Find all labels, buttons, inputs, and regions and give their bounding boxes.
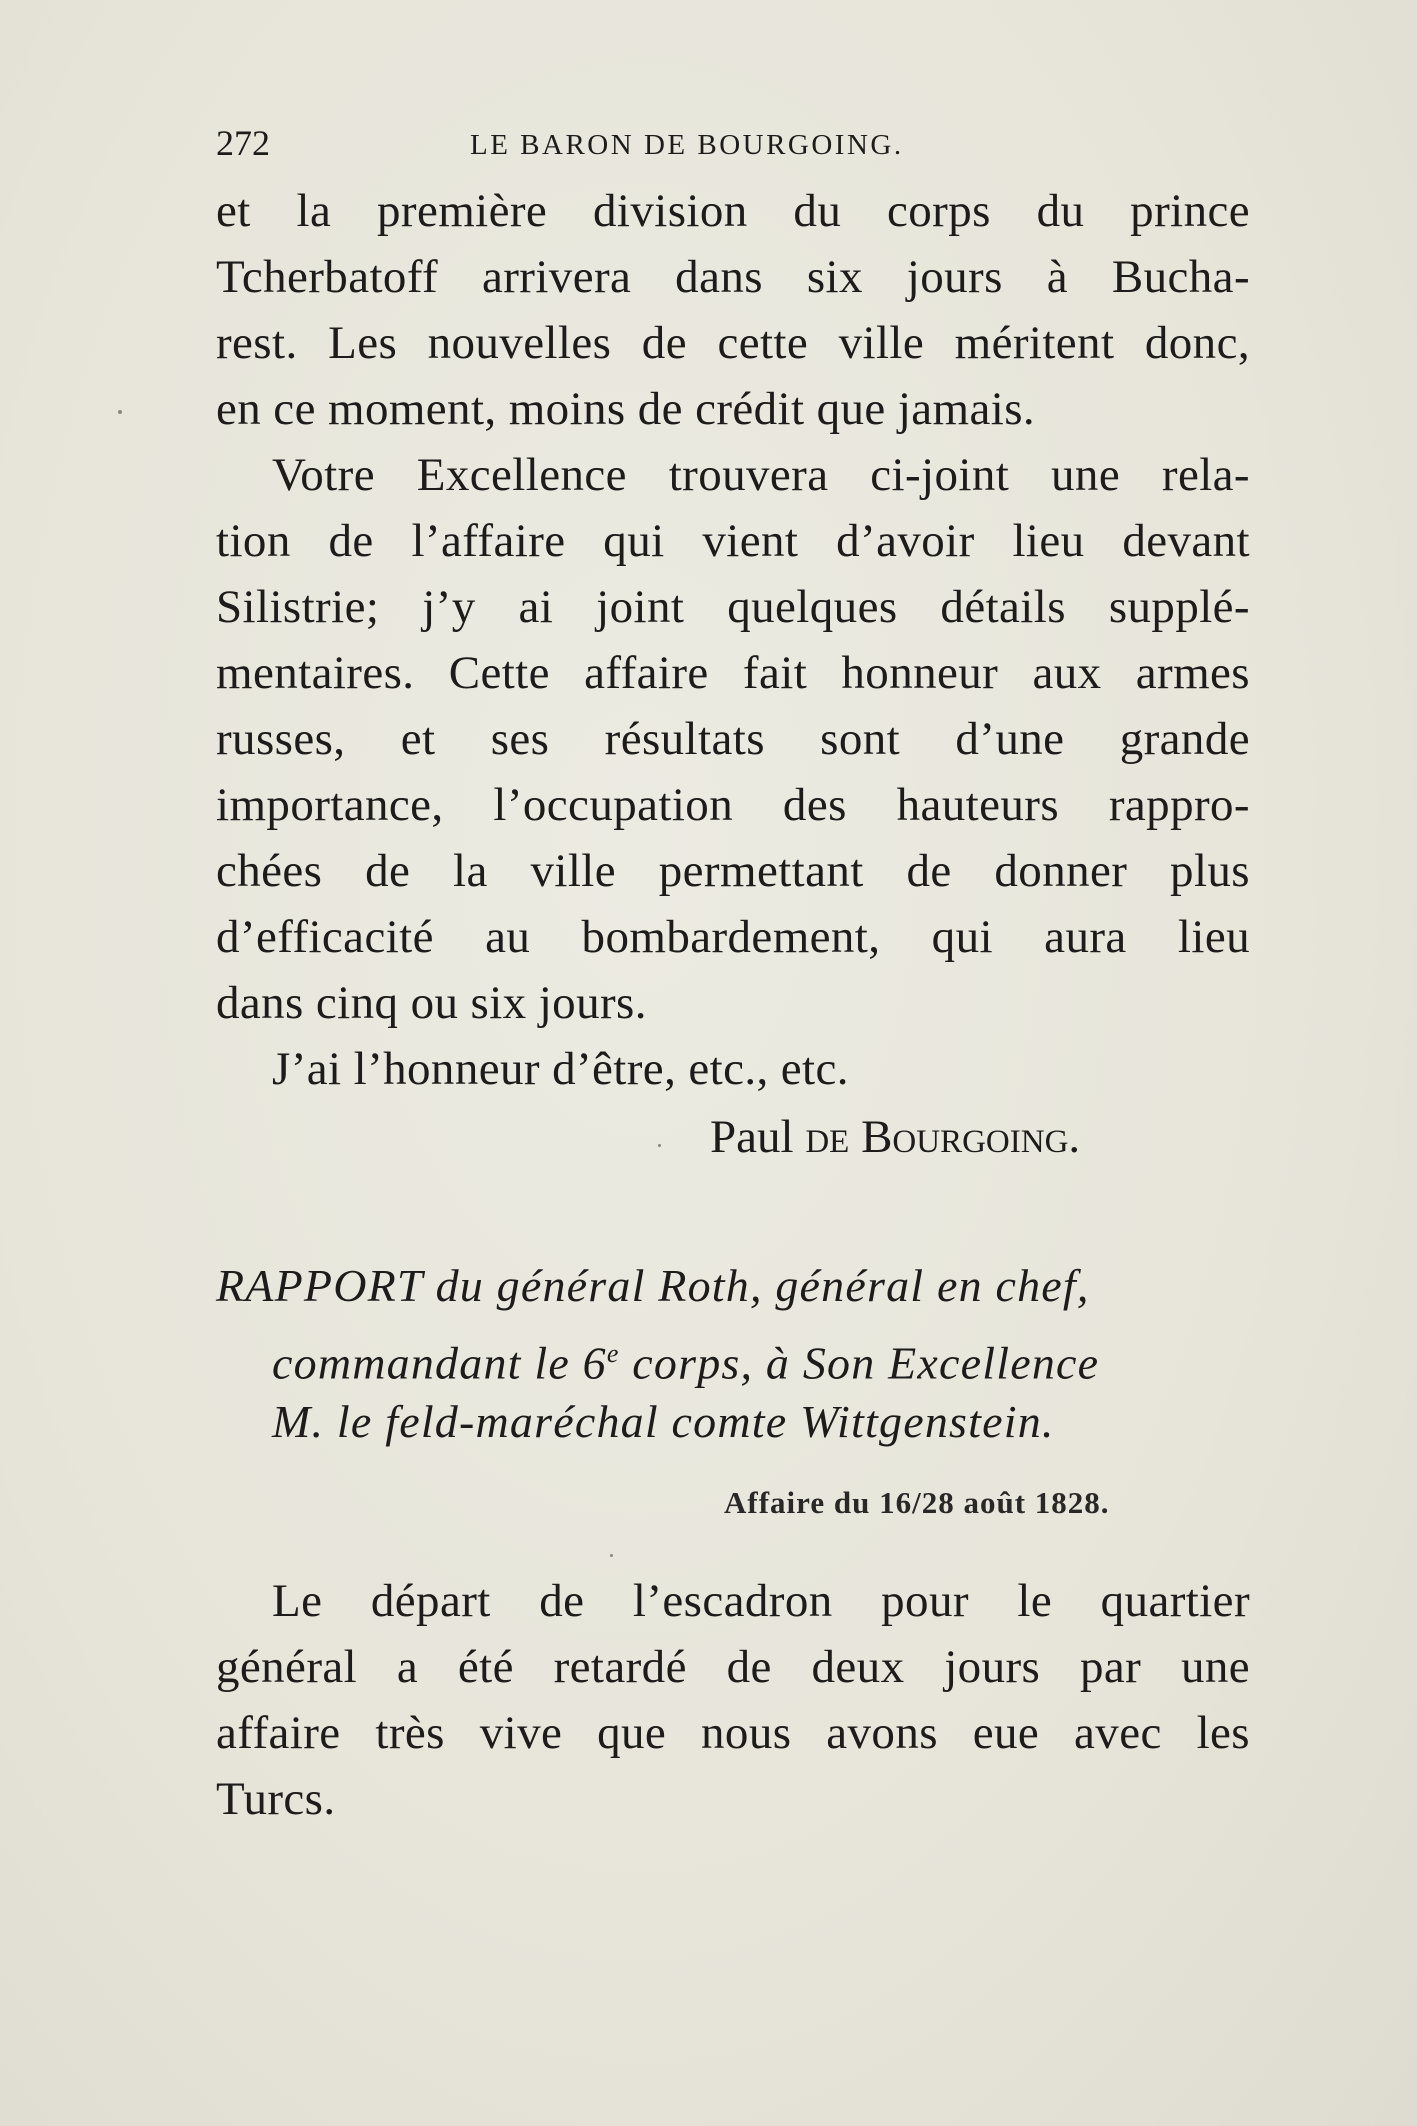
report-heading-line: M. le feld-maréchal comte Wittgenstein. bbox=[272, 1396, 1055, 1447]
text-line: Tcherbatoff arrivera dans six jours à Bucha- bbox=[216, 251, 1250, 303]
text-line: Le départ de l’escadron pour le quartier bbox=[272, 1575, 1250, 1627]
text-line: Votre Excellence trouvera ci-joint une rela- bbox=[272, 449, 1250, 501]
signature-surname: Bourgoing. bbox=[861, 1111, 1081, 1163]
text-line: affaire très vive que nous avons eue avec les bbox=[216, 1707, 1250, 1759]
text-line: d’efficacité au bombardement, qui aura lieu bbox=[216, 911, 1250, 963]
text-line: en ce moment, moins de crédit que jamais. bbox=[216, 383, 1036, 435]
paper-speck bbox=[610, 1554, 613, 1557]
text-line: mentaires. Cette affaire fait honneur aux armes bbox=[216, 647, 1250, 699]
text-line: tion de l’affaire qui vient d’avoir lieu devant bbox=[216, 515, 1250, 567]
text-line: Turcs. bbox=[216, 1773, 336, 1825]
text-line: importance, l’occupation des hauteurs rappro- bbox=[216, 779, 1250, 831]
report-date: Affaire du 16/28 août 1828. bbox=[724, 1485, 1110, 1520]
text-line: dans cinq ou six jours. bbox=[216, 977, 647, 1029]
text-line: rest. Les nouvelles de cette ville méritent donc, bbox=[216, 317, 1250, 369]
report-heading-line: RAPPORT du général Roth, général en chef, bbox=[216, 1260, 1090, 1311]
text-line: russes, et ses résultats sont d’une grande bbox=[216, 713, 1250, 765]
running-title: LE BARON DE BOURGOING. bbox=[470, 129, 904, 161]
paper-speck bbox=[658, 1144, 661, 1147]
text-line: et la première division du corps du prince bbox=[216, 185, 1250, 237]
signature bbox=[710, 1104, 1080, 1170]
signature-particle: de bbox=[805, 1111, 862, 1163]
paper-speck bbox=[118, 410, 122, 414]
page-number: 272 bbox=[216, 123, 270, 163]
text-line: général a été retardé de deux jours par une bbox=[216, 1641, 1250, 1693]
signature-first-name: Paul bbox=[710, 1111, 806, 1163]
superscript: e bbox=[606, 1339, 620, 1368]
text-line: chées de la ville permettant de donner plus bbox=[216, 845, 1250, 897]
text-line: Silistrie; j’y ai joint quelques détails supplé- bbox=[216, 581, 1250, 633]
closing-line: J’ai l’honneur d’être, etc., etc. bbox=[272, 1043, 849, 1095]
report-heading-line: commandant le 6e corps, à Son Excellence bbox=[272, 1337, 1100, 1389]
